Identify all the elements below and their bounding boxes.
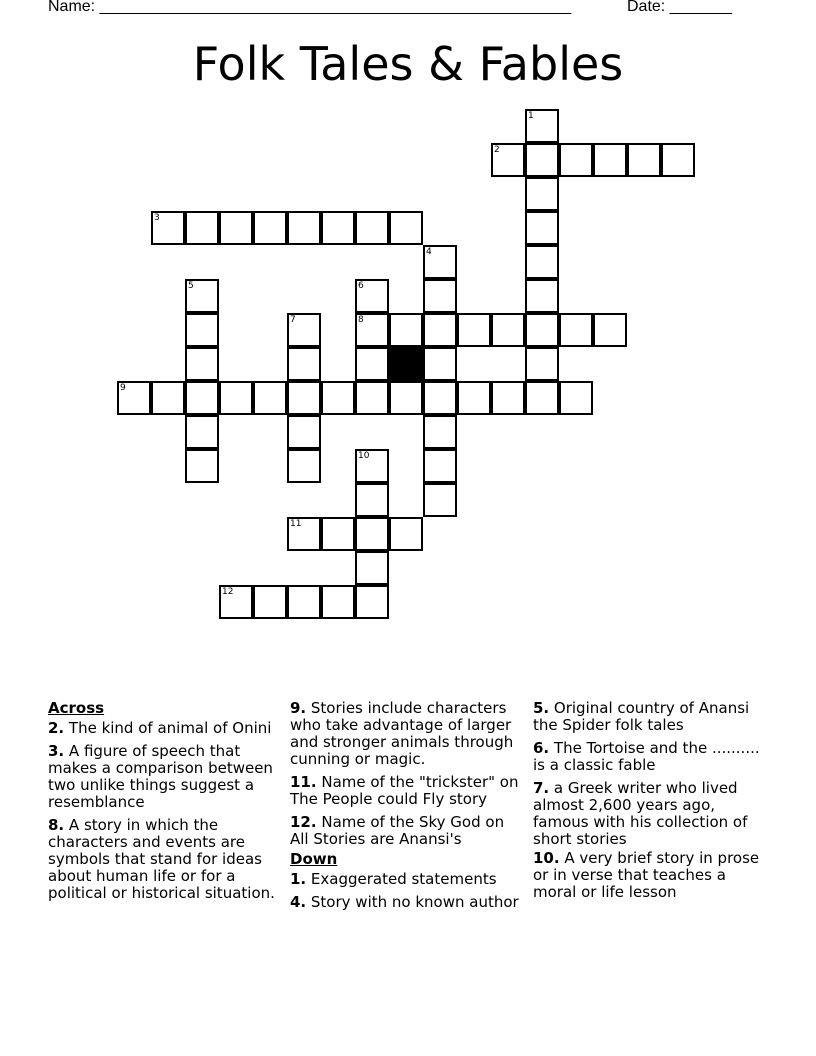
grid-cell[interactable] [219, 211, 253, 245]
grid-cell[interactable] [287, 415, 321, 449]
clue-number: 9 [120, 383, 126, 393]
grid-cell[interactable] [185, 347, 219, 381]
grid-cell[interactable] [287, 585, 321, 619]
clue-number: 1 [528, 111, 534, 121]
grid-cell[interactable] [423, 415, 457, 449]
grid-cell[interactable] [491, 381, 525, 415]
clue-down-6: 6. The Tortoise and the .......... is a classic fable [533, 739, 760, 774]
grid-cell[interactable] [287, 381, 321, 415]
clue-number: 12 [222, 587, 234, 597]
grid-cell[interactable] [389, 517, 423, 551]
grid-cell[interactable] [185, 211, 219, 245]
grid-cell[interactable] [525, 211, 559, 245]
grid-cell[interactable] [389, 381, 423, 415]
clue-across-9: 9. Stories include characters who take advantage of larger and stronger animals through cunning or magic. [290, 699, 514, 768]
grid-cell[interactable] [593, 143, 627, 177]
clue-column-2 [290, 700, 526, 917]
clue-across-2: 2. The kind of animal of Onini [48, 719, 272, 737]
grid-cell[interactable] [253, 585, 287, 619]
date-field[interactable]: Date: _______ [627, 0, 732, 15]
grid-cell[interactable] [525, 347, 559, 381]
grid-cell[interactable] [423, 245, 457, 279]
grid-cell[interactable] [355, 483, 389, 517]
grid-cell[interactable] [423, 483, 457, 517]
grid-cell[interactable] [151, 381, 185, 415]
grid-cell[interactable] [559, 143, 593, 177]
grid-cell[interactable] [287, 449, 321, 483]
grid-cell[interactable] [321, 517, 355, 551]
grid-cell[interactable] [423, 381, 457, 415]
grid-cell[interactable] [525, 313, 559, 347]
grid-cell[interactable] [661, 143, 695, 177]
grid-cell[interactable] [525, 279, 559, 313]
grid-cell[interactable] [219, 585, 253, 619]
grid-cell[interactable] [525, 109, 559, 143]
grid-cell[interactable] [287, 211, 321, 245]
grid-cell[interactable] [423, 449, 457, 483]
clue-down-5: 5. Original country of Anansi the Spider folk tales [533, 699, 750, 734]
clue-number: 11 [290, 519, 302, 529]
grid-cell[interactable] [219, 381, 253, 415]
grid-cell[interactable] [355, 211, 389, 245]
grid-cell[interactable] [491, 313, 525, 347]
grid-cell[interactable] [253, 211, 287, 245]
grid-cell[interactable] [559, 313, 593, 347]
grid-cell[interactable] [525, 177, 559, 211]
grid-cell[interactable] [355, 517, 389, 551]
grid-cell[interactable] [185, 313, 219, 347]
grid-cell[interactable] [321, 585, 355, 619]
clue-across-8: 8. A story in which the characters and events are symbols that stand for ideas about human life or for a political or historical situation. [48, 816, 275, 902]
clue-column-1 [48, 700, 283, 908]
clue-down-7: 7. a Greek writer who lived almost 2,600 years ago, famous with his collection of short stories [533, 779, 748, 848]
grid-cell[interactable] [321, 211, 355, 245]
grid-cell[interactable] [593, 313, 627, 347]
grid-cell[interactable] [423, 279, 457, 313]
clue-across-3: 3. A figure of speech that makes a comparison between two unlike things suggest a resemblance [48, 742, 273, 811]
clue-number: 4 [426, 247, 432, 257]
grid-cell[interactable] [525, 245, 559, 279]
grid-cell[interactable] [423, 313, 457, 347]
grid-cell[interactable] [491, 143, 525, 177]
grid-cell[interactable] [287, 313, 321, 347]
grid-cell[interactable] [389, 313, 423, 347]
clue-down-10: 10. A very brief story in prose or in verse that teaches a moral or life lesson [533, 849, 760, 901]
clue-down-4: 4. Story with no known author [290, 893, 519, 911]
grid-cell[interactable] [185, 279, 219, 313]
grid-cell[interactable] [185, 415, 219, 449]
grid-cell[interactable] [389, 211, 423, 245]
grid-cell[interactable] [117, 381, 151, 415]
grid-cell[interactable] [457, 381, 491, 415]
clue-number: 6 [358, 281, 364, 291]
clue-number: 8 [358, 315, 364, 325]
grid-cell[interactable] [559, 381, 593, 415]
grid-cell[interactable] [355, 381, 389, 415]
page-title: Folk Tales & Fables [192, 37, 624, 91]
clue-number: 3 [154, 213, 160, 223]
clue-column-3 [533, 700, 773, 907]
grid-cell[interactable] [321, 381, 355, 415]
grid-cell[interactable] [253, 381, 287, 415]
across-heading: Across [48, 699, 105, 717]
grid-cell[interactable] [287, 347, 321, 381]
down-heading: Down [290, 850, 338, 868]
grid-cell[interactable] [627, 143, 661, 177]
clue-number: 5 [188, 281, 194, 291]
grid-cell[interactable] [457, 313, 491, 347]
grid-cell[interactable] [287, 517, 321, 551]
grid-cell[interactable] [185, 381, 219, 415]
black-square [389, 347, 423, 381]
clue-down-1: 1. Exaggerated statements [290, 870, 497, 888]
clue-across-12: 12. Name of the Sky God on All Stories are Anansi's [290, 813, 505, 848]
grid-cell[interactable] [525, 381, 559, 415]
grid-cell[interactable] [525, 143, 559, 177]
grid-cell[interactable] [423, 347, 457, 381]
name-field[interactable]: Name: _____________________________________________________ [48, 0, 572, 15]
grid-cell[interactable] [355, 551, 389, 585]
grid-cell[interactable] [185, 449, 219, 483]
grid-cell[interactable] [355, 279, 389, 313]
grid-cell[interactable] [355, 449, 389, 483]
grid-cell[interactable] [355, 585, 389, 619]
grid-cell[interactable] [355, 347, 389, 381]
clue-number: 2 [494, 145, 500, 155]
clue-number: 7 [290, 315, 296, 325]
clue-across-11: 11. Name of the "trickster" on The People could Fly story [290, 773, 519, 808]
grid-cell[interactable] [355, 313, 389, 347]
clue-number: 10 [358, 451, 370, 461]
grid-cell[interactable] [151, 211, 185, 245]
